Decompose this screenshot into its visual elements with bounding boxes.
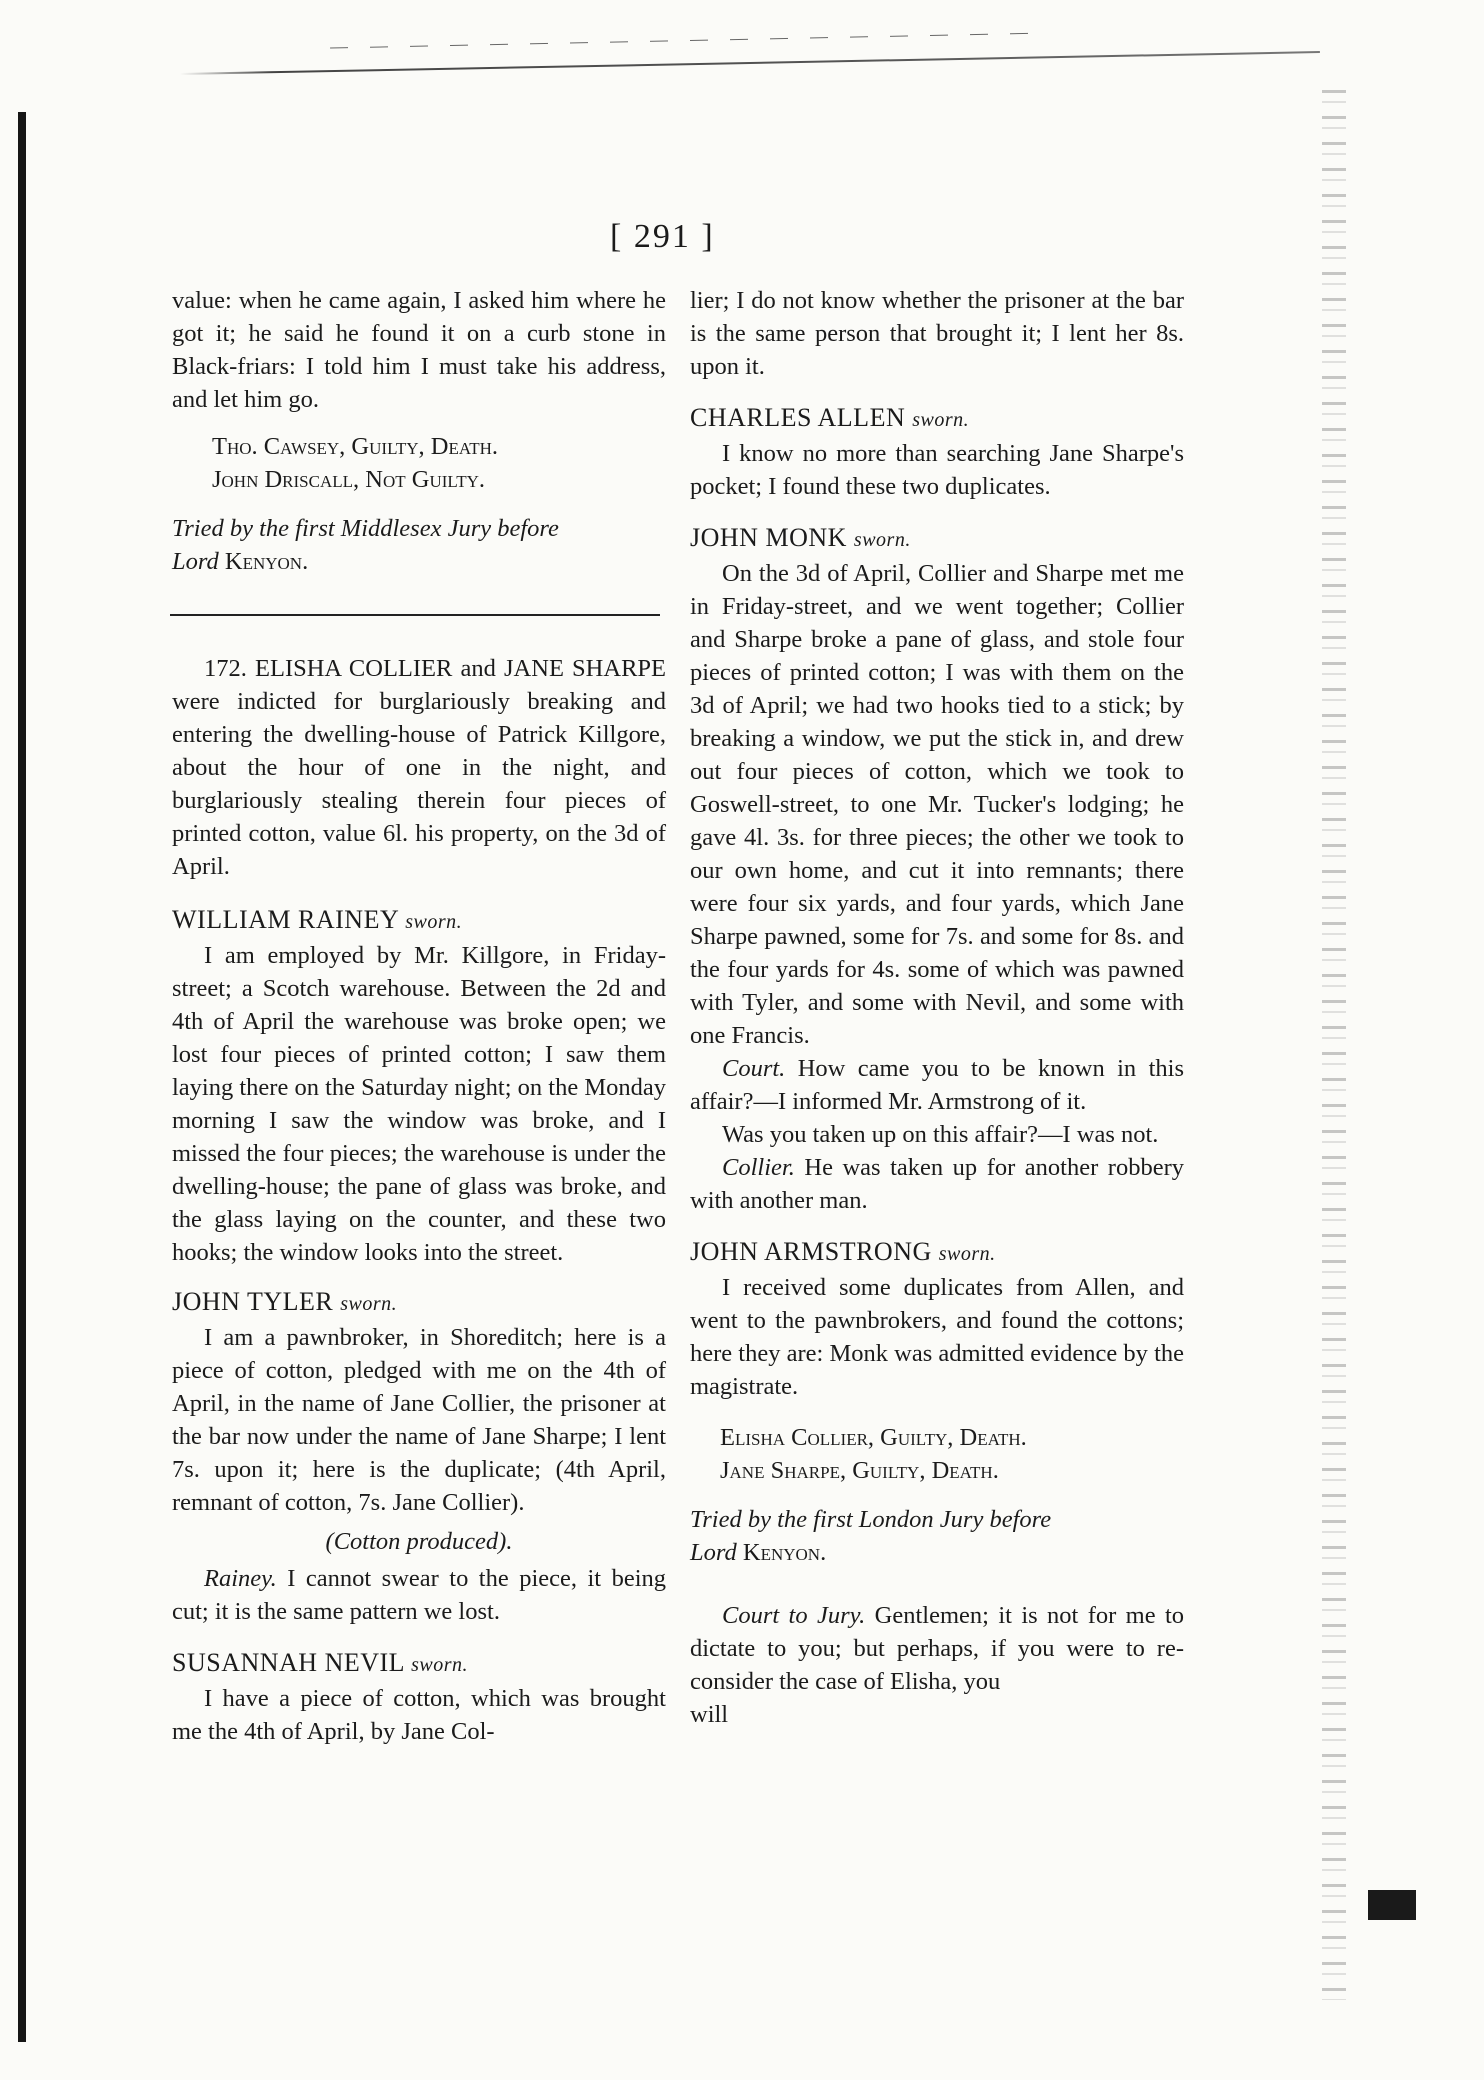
sworn-label: sworn. bbox=[853, 529, 911, 551]
paragraph: lier; I do not know whether the prisoner at the bar is the same person that brought it; I lent her 8s. upon it. bbox=[690, 287, 1184, 380]
catchword: will bbox=[690, 1701, 729, 1728]
tried-lord: Lord bbox=[172, 548, 219, 575]
testimony-text: I cannot swear to the piece, it being cut; it is the same pattern we lost. bbox=[172, 1565, 666, 1625]
speaker-label: Collier. bbox=[722, 1154, 795, 1181]
sworn-label: sworn. bbox=[340, 1293, 398, 1315]
sworn-label: sworn. bbox=[411, 1654, 468, 1676]
witness-heading bbox=[172, 1285, 666, 1321]
testimony: I am a pawnbroker, in Shoreditch; here is a piece of cotton, pledged with me on the 4th of April, in the name of Jane Collier, the prisoner at the bar now under the name of Jane Sharpe; I lent 7s. upon it; here is the duplicate; (4th April, remnant of cotton, 7s. Jane Collier). bbox=[172, 1324, 666, 1516]
witness-name: WILLIAM RAINEY bbox=[172, 905, 399, 934]
testimony: Was you taken up on this affair?—I was not. bbox=[722, 1121, 1159, 1148]
tried-judge-name: Kenyon. bbox=[224, 548, 309, 575]
witness-heading bbox=[690, 401, 1184, 437]
witness-heading bbox=[172, 1646, 666, 1682]
witness-name: JOHN TYLER bbox=[172, 1287, 334, 1316]
page-edge-tab bbox=[1368, 1890, 1416, 1920]
testimony bbox=[690, 1052, 1184, 1118]
testimony: On the 3d of April, Collier and Sharpe met me in Friday-street, and we went together; Collier and Sharpe broke a pane of glass, and stole four pieces of printed cotton; I was with them on the 3d of April; we had two hooks tied to a stick; by breaking a window, we put the stick in, and drew out four pieces of cotton, which we took to Goswell-street, to one Mr. Tucker's lodging; he gave 4l. 3s. for three pieces; the other we took to our own home, and cut it into remnants; there were four six yards, and four yards, which Jane Sharpe pawned, some for 7s. and some for 8s. and the four yards for 4s. some of which was pawned with Tyler, and some with Nevil, and some with one Francis. bbox=[690, 560, 1184, 1049]
sworn-label: sworn. bbox=[938, 1243, 996, 1265]
exhibit-note: (Cotton produced). bbox=[325, 1528, 513, 1555]
tried-judge-name: Kenyon. bbox=[742, 1539, 827, 1566]
testimony bbox=[690, 1599, 1184, 1698]
scan-artifact-dashes bbox=[330, 32, 1050, 48]
witness-name: CHARLES ALLEN bbox=[690, 403, 906, 432]
tried-line bbox=[690, 1536, 1184, 1569]
testimony bbox=[690, 1151, 1184, 1217]
testimony-text: Gentlemen; it is not for me to dictate to you; but perhaps, if you were to re-consider the case of Elisha, you bbox=[690, 1602, 1184, 1695]
speaker-label: Court to Jury. bbox=[722, 1602, 866, 1629]
speaker-label: Court. bbox=[722, 1055, 786, 1082]
testimony-text: He was taken up for another robbery with another man. bbox=[690, 1154, 1184, 1214]
case-paragraph: 172. ELISHA COLLIER and JANE SHARPE were indicted for burglariously breaking and entering the dwelling-house of Patrick Killgore, about the hour of one in the night, and burglariously stealing therein four pieces of printed cotton, value 6l. his property, on the 3d of April. bbox=[172, 655, 666, 880]
sworn-label: sworn. bbox=[405, 911, 463, 933]
witness-name: JOHN MONK bbox=[690, 523, 847, 552]
tried-lord: Lord bbox=[690, 1539, 737, 1566]
verdict: Jane Sharpe, Guilty, Death. bbox=[720, 1457, 999, 1484]
testimony-text: How came you to be known in this affair?—I informed Mr. Armstrong of it. bbox=[690, 1055, 1184, 1115]
testimony: I have a piece of cotton, which was brought me the 4th of April, by Jane Col- bbox=[172, 1685, 666, 1745]
sworn-label: sworn. bbox=[912, 409, 970, 431]
testimony: I received some duplicates from Allen, and went to the pawnbrokers, and found the cottons; here they are: Monk was admitted evidence by the magistrate. bbox=[690, 1274, 1184, 1400]
witness-heading bbox=[690, 521, 1184, 557]
testimony: I am employed by Mr. Killgore, in Friday-street; a Scotch warehouse. Between the 2d and 4th of April the warehouse was broke open; we lost four pieces of printed cotton; I saw them laying there on the Saturday night; on the Monday morning I saw the window was broke, and I missed the four pieces; the warehouse is under the dwelling-house; the pane of glass was broke, and the glass laying on the counter, and these two hooks; the window looks into the street. bbox=[172, 942, 666, 1266]
page-binding-shadow bbox=[18, 112, 26, 2042]
tried-line bbox=[172, 545, 666, 578]
left-column bbox=[172, 284, 666, 1748]
page-edge-shadow bbox=[1322, 90, 1346, 2000]
verdict: Tho. Cawsey, Guilty, Death. bbox=[212, 433, 499, 460]
page-number: [ 291 ] bbox=[610, 218, 715, 255]
tried-line: Tried by the first London Jury before bbox=[690, 1506, 1052, 1533]
verdict: John Driscall, Not Guilty. bbox=[212, 466, 485, 493]
testimony: I know no more than searching Jane Sharpe's pocket; I found these two duplicates. bbox=[690, 440, 1184, 500]
right-column bbox=[690, 284, 1184, 1731]
tried-line: Tried by the first Middlesex Jury before bbox=[172, 515, 559, 542]
witness-name: SUSANNAH NEVIL bbox=[172, 1648, 405, 1677]
witness-heading bbox=[690, 1235, 1184, 1271]
testimony bbox=[172, 1562, 666, 1628]
speaker-label: Rainey. bbox=[204, 1565, 277, 1592]
paragraph: value: when he came again, I asked him where he got it; he said he found it on a curb stone in Black-friars: I told him I must take his address, and let him go. bbox=[172, 287, 666, 413]
witness-name: JOHN ARMSTRONG bbox=[690, 1237, 932, 1266]
verdict: Elisha Collier, Guilty, Death. bbox=[720, 1424, 1027, 1451]
scan-artifact-rule bbox=[180, 51, 1320, 75]
witness-heading bbox=[172, 903, 666, 939]
